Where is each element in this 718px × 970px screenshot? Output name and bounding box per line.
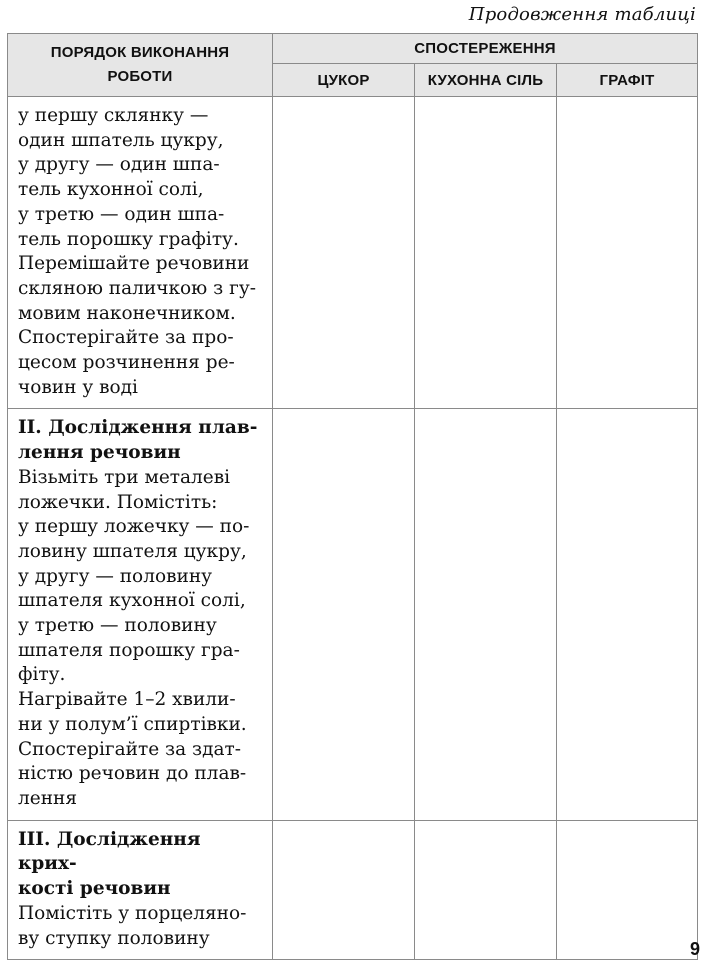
table-row <box>8 97 698 409</box>
page-number: 9 <box>689 939 700 959</box>
table-row <box>8 820 698 960</box>
observation-cell-salt <box>415 97 557 409</box>
observation-cell-graphite <box>557 820 698 960</box>
header-sugar: ЦУКОР <box>273 64 415 97</box>
procedure-cell-brittleness: ІІІ. Дослідження крих- кості речовин Помістіть у порцеляно- ву ступку половину <box>8 820 273 960</box>
header-procedure-order: ПОРЯДОК ВИКОНАННЯ РОБОТИ <box>8 34 273 97</box>
procedure-cell-dissolving: у першу склянку — один шпатель цукру, у другу — один шпа- тель кухонної солі, у третю — один шпа- тель порошку графіту. Перемішайте речовини скляною паличкою з гу- мовим наконечником. Спостерігайте за про- цесом розчинення ре- човин у воді <box>8 97 273 409</box>
observation-cell-graphite <box>557 409 698 820</box>
section-heading-melting: ІІ. Дослідження плав- лення речовин <box>18 417 258 464</box>
table-continuation-caption: Продовження таблиці <box>468 4 696 25</box>
observation-cell-graphite <box>557 97 698 409</box>
header-table-salt: КУХОННА СІЛЬ <box>415 64 557 97</box>
observation-cell-salt <box>415 409 557 820</box>
header-graphite: ГРАФІТ <box>557 64 698 97</box>
observation-table <box>7 33 698 960</box>
observation-cell-sugar <box>273 409 415 820</box>
section-heading-brittleness: ІІІ. Дослідження крих- кості речовин <box>18 828 201 900</box>
header-observations: СПОСТЕРЕЖЕННЯ <box>273 34 698 64</box>
procedure-cell-melting: ІІ. Дослідження плав- лення речовин Візьміть три металеві ложечки. Помістіть: у першу ложечку — по- ловину шпателя цукру, у другу — половину шпателя кухонної солі, у третю — половину шпателя порошку гра- фіту. Нагрівайте 1–2 хвили- ни у полум’ї спиртівки. Спостерігайте за здат- ністю речовин до плав- лення <box>8 409 273 820</box>
observation-cell-salt <box>415 820 557 960</box>
observation-cell-sugar <box>273 97 415 409</box>
table-row <box>8 409 698 820</box>
observation-cell-sugar <box>273 820 415 960</box>
